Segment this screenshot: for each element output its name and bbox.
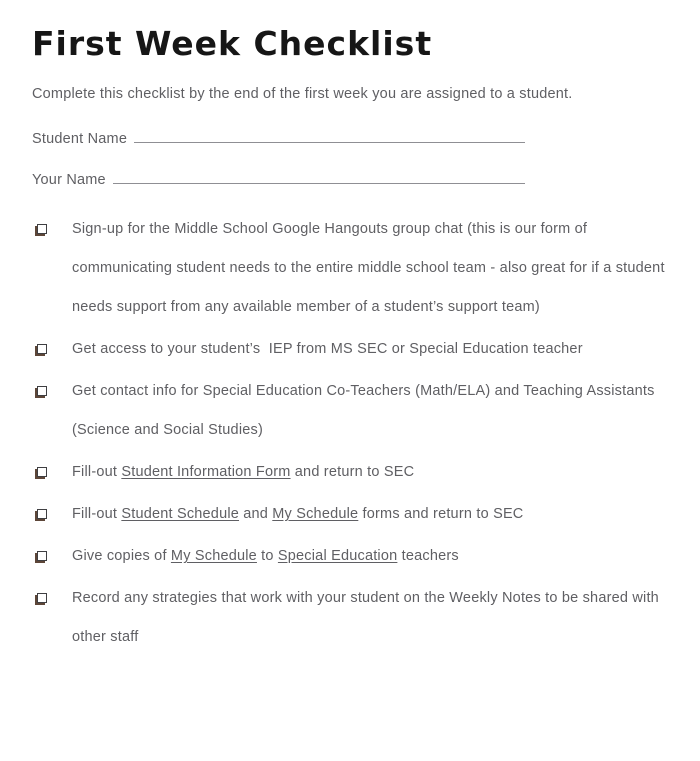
checklist-item: [32, 210, 674, 327]
checklist-link[interactable]: My Schedule: [170, 548, 257, 565]
checkbox-icon[interactable]: [37, 509, 47, 519]
checklist: [32, 210, 674, 657]
checklist-item-text: [72, 579, 672, 657]
checklist-item: [32, 579, 674, 657]
checklist-link[interactable]: My Schedule: [272, 506, 359, 523]
checkbox-icon[interactable]: [37, 593, 47, 603]
checklist-text-segment: Give copies of: [72, 548, 171, 565]
checklist-item: [32, 495, 674, 534]
checklist-item: [32, 330, 674, 369]
checklist-item: [32, 537, 674, 576]
checklist-item-text: [72, 495, 523, 534]
checklist-item-text: [72, 330, 583, 369]
checklist-item-text: [72, 210, 672, 327]
checklist-item-text: [72, 372, 672, 450]
student-name-label: Student Name: [32, 131, 128, 148]
checklist-text-segment: forms and return to SEC: [358, 506, 524, 523]
checklist-text-segment: Sign-up for the Middle School Google Hangouts group chat (this is our form of communicating student needs to the entire middle school team - also great for if a student needs support from any available member of a student’s support team): [72, 221, 669, 316]
intro-text: Complete this checklist by the end of the first week you are assigned to a student.: [32, 86, 573, 103]
checklist-text-segment: Record any strategies that work with your student on the Weekly Notes to be shared with other staff: [72, 590, 664, 646]
checkbox-icon[interactable]: [37, 467, 47, 477]
checklist-item-text: [72, 453, 414, 492]
checklist-text-segment: Get contact info for Special Education Co-Teachers (Math/ELA) and Teaching Assistants (Science and Social Studies): [72, 383, 659, 439]
checklist-text-segment: Fill-out: [72, 464, 122, 481]
your-name-field: [32, 169, 525, 188]
checklist-text-segment: to: [256, 548, 278, 565]
checklist-item-text: [72, 537, 459, 576]
student-name-blank-line[interactable]: [134, 128, 525, 143]
checklist-text-segment: Fill-out: [72, 506, 122, 523]
checklist-item: [32, 453, 674, 492]
checkbox-icon[interactable]: [37, 386, 47, 396]
checklist-text-segment: teachers: [397, 548, 459, 565]
your-name-blank-line[interactable]: [113, 169, 525, 184]
checkbox-icon[interactable]: [37, 224, 47, 234]
checkbox-icon[interactable]: [37, 344, 47, 354]
checklist-text-segment: and: [239, 506, 273, 523]
checklist-item: [32, 372, 674, 450]
checklist-text-segment: Get access to your student’s IEP from MS SEC or Special Education teacher: [72, 341, 583, 358]
your-name-label: Your Name: [32, 172, 106, 189]
checklist-link[interactable]: Student Information Form: [121, 464, 291, 481]
checklist-link[interactable]: Student Schedule: [121, 506, 240, 523]
student-name-field: [32, 128, 525, 147]
page-title: First Week Checklist: [32, 24, 433, 63]
checkbox-icon[interactable]: [37, 551, 47, 561]
checklist-text-segment: and return to SEC: [290, 464, 415, 481]
checklist-link[interactable]: Special Education: [277, 548, 398, 565]
